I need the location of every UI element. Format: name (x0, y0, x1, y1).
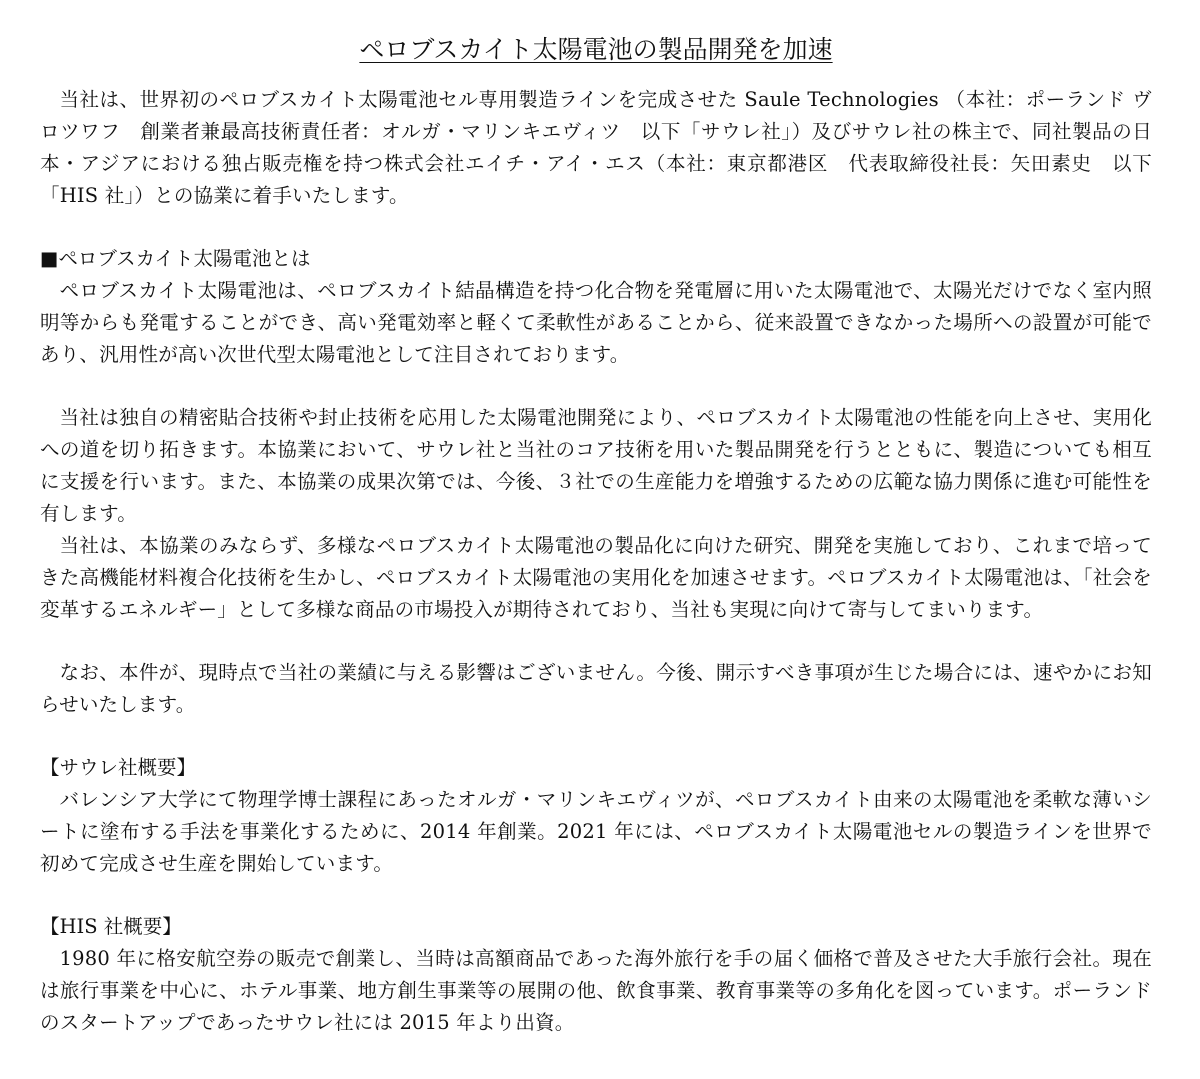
section-heading-perovskite: ■ペロブスカイト太陽電池とは (40, 247, 311, 270)
section-heading-saule: 【サウレ社概要】 (40, 756, 197, 779)
section-heading-his: 【HIS 社概要】 (40, 915, 182, 938)
commercialization-paragraph: 当社は、本協業のみならず、多様なペロブスカイト太陽電池の製品化に向けた研究、開発を実施しており、これまで培ってきた高機能材料複合化技術を生かし、ペロブスカイト太陽電池の実用化を加速させます。ペロブスカイト太陽電池は、「社会を変革するエネルギー」として多様な商品の市場投入が期待されており、当社も実現に向けて寄与してまいります。 (40, 534, 1152, 621)
page-title (40, 30, 1152, 70)
spacer (40, 212, 1152, 243)
perovskite-description: ペロブスカイト太陽電池は、ペロブスカイト結晶構造を持つ化合物を発電層に用いた太陽電池で、太陽光だけでなく室内照明等からも発電することができ、高い発電効率と軽くて柔軟性があることから、従来設置できなかった場所への設置が可能であり、汎用性が高い次世代型太陽電池として注目されております。 (40, 279, 1152, 366)
spacer (40, 880, 1152, 911)
document-page (40, 30, 1152, 1039)
spacer (40, 626, 1152, 657)
his-overview: 1980 年に格安航空券の販売で創業し、当時は高額商品であった海外旅行を手の届く価格で普及させた大手旅行会社。現在は旅行事業を中心に、ホテル事業、地方創生事業等の展開の他、飲食事業、教育事業等の多角化を図っています。ポーランドのスタートアップであったサウレ社には 2015 年より出資。 (40, 947, 1152, 1034)
page-title-text: ペロブスカイト太陽電池の製品開発を加速 (359, 35, 833, 64)
saule-overview: バレンシア大学にて物理学博士課程にあったオルガ・マリンキエヴィツが、ペロブスカイト由来の太陽電池を柔軟な薄いシートに塗布する手法を事業化するために、2014 年創業。2021 年には、ペロブスカイト太陽電池セルの製造ラインを世界で初めて完成させ生産を開始しています。 (40, 788, 1152, 875)
spacer (40, 721, 1152, 752)
impact-notice-paragraph: なお、本件が、現時点で当社の業績に与える影響はございません。今後、開示すべき事項が生じた場合には、速やかにお知らせいたします。 (40, 661, 1152, 716)
spacer (40, 371, 1152, 402)
development-paragraph: 当社は独自の精密貼合技術や封止技術を応用した太陽電池開発により、ペロブスカイト太陽電池の性能を向上させ、実用化への道を切り拓きます。本協業において、サウレ社と当社のコア技術を用いた製品開発を行うとともに、製造についても相互に支援を行います。また、本協業の成果次第では、今後、３社での生産能力を増強するための広範な協力関係に進む可能性を有します。 (40, 406, 1153, 525)
intro-paragraph: 当社は、世界初のペロブスカイト太陽電池セル専用製造ラインを完成させた Saule Technologies （本社：ポーランド ヴロツワフ 創業者兼最高技術責任者：オルガ・マリンキエヴィツ 以下「サウレ社」）及びサウレ社の株主で、同社製品の日本・アジアにおける独占販売権を持つ株式会社エイチ・アイ・エス（本社：東京都港区 代表取締役社長：矢田素史 以下「HIS 社」）との協業に着手いたします。 (40, 88, 1152, 207)
